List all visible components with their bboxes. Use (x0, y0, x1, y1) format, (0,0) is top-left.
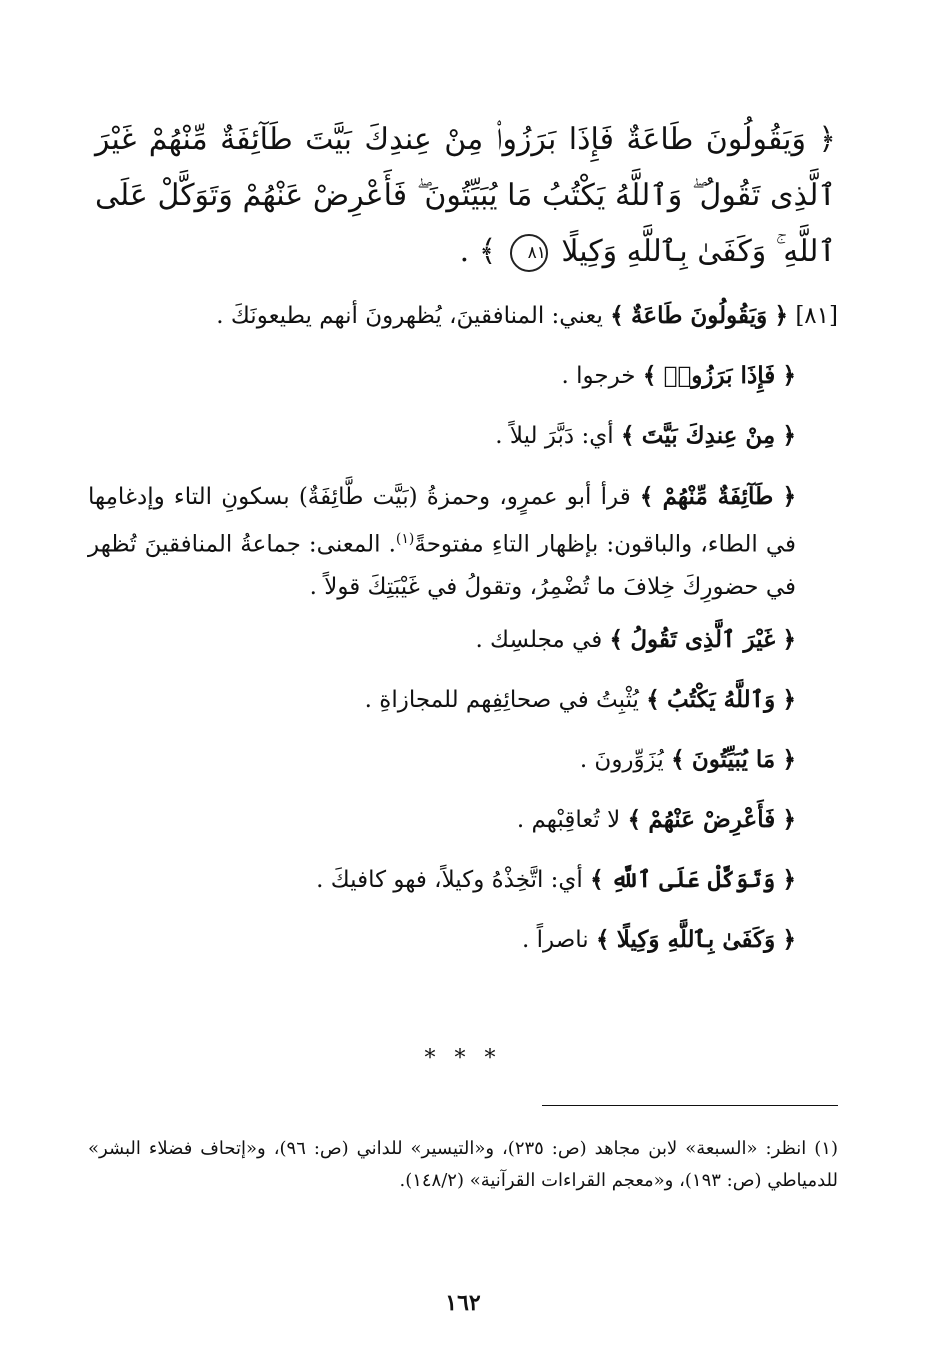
quote-close-brace: ﴾ (609, 625, 624, 653)
explanation: خرجوا . (561, 363, 636, 389)
ayah-number-marker: ٨١ (510, 234, 548, 272)
quote-open-brace: ﴿ (782, 625, 796, 653)
tafsir-entry (88, 296, 838, 336)
quote-close-brace: ﴾ (590, 865, 604, 893)
explanation-continued: . المعنى: جماعةُ المنافقينَ تُظهر في حضورِكَ خِلافَ ما تُضْمِرُ، وتقولُ في غَيْبَتِكَ قولاً . (88, 531, 796, 600)
explanation: في مجلسِك . (475, 626, 603, 653)
page-number: ١٦٢ (445, 1290, 481, 1316)
quote-open-brace: ﴿ (782, 745, 796, 773)
quote-open-brace: ﴿ (782, 483, 797, 510)
quoted-phrase: غَيْرَ ٱلَّذِى تَقُولُ (630, 625, 776, 653)
verse-close-brace: ﴾ . (459, 234, 497, 269)
quoted-phrase: طَآئِفَةٌ مِّنْهُمْ (662, 483, 774, 510)
explanation: ناصراً . (522, 926, 589, 953)
quoted-phrase: وَكَفَىٰ بِٱللَّهِ وَكِيلًا (616, 925, 776, 953)
quoted-phrase: وَيَقُولُونَ طَاعَةٌ (631, 302, 768, 329)
verse-open-brace: ﴿ (818, 122, 836, 157)
footnote-reference[interactable]: (١) (395, 531, 415, 547)
tafsir-entry (88, 800, 838, 840)
quote-open-brace: ﴿ (774, 302, 788, 329)
footnote-text: انظر: «السبعة» لابن مجاهد (ص: ٢٣٥)، و«التيسير» للداني (ص: ٩٦)، و«إتحاف فضلاء البشر» للدمياطي (ص: ١٩٣)، و«معجم القراءات القرآنية» (١٤٨/٢). (88, 1138, 838, 1191)
quote-open-brace: ﴿ (782, 362, 796, 389)
tafsir-entry (88, 416, 838, 456)
quote-close-brace: ﴾ (646, 685, 660, 713)
explanation: يعني: المنافقينَ، يُظهرونَ أنهم يطيعونَكَ . (216, 303, 603, 329)
tafsir-entry (88, 620, 838, 660)
explanation: لا تُعاقِبْهم . (516, 806, 621, 833)
tafsir-entry (88, 476, 838, 608)
quran-verse (95, 112, 836, 280)
tafsir-entry (88, 920, 838, 960)
quoted-phrase: وَتَوَكَّلْ عَلَى ٱللَّهِ (610, 865, 776, 893)
verse-text: وَيَقُولُونَ طَاعَةٌ فَإِذَا بَرَزُوا۟ مِنْ عِندِكَ بَيَّتَ طَآئِفَةٌ مِّنْهُمْ غَيْرَ ٱلَّذِى تَقُولُ ۖ وَٱللَّهُ يَكْتُبُ مَا يُبَيِّتُونَ ۖ فَأَعْرِضْ عَنْهُمْ وَتَوَكَّلْ عَلَى ٱللَّهِ ۚ وَكَفَىٰ بِٱللَّهِ وَكِيلًا (95, 122, 836, 269)
quote-open-brace: ﴿ (782, 865, 796, 893)
quote-open-brace: ﴿ (782, 925, 796, 953)
explanation: أي: دَبَّرَ ليلاً . (495, 423, 614, 449)
quoted-phrase: فَأَعْرِضْ عَنْهُمْ (648, 805, 776, 833)
quote-close-brace: ﴾ (642, 362, 657, 389)
explanation: يُزَوِّرونَ . (579, 746, 664, 773)
explanation: قرأ أبو عمرٍو، وحمزةُ (بَيَّت طَّائِفَةٌ) بسكونِ التاء وإدغامِها في الطاء، والباقون: بإظهار التاءِ مفتوحةً (88, 484, 796, 558)
section-separator: * * * (424, 1046, 502, 1071)
tafsir-entries (88, 296, 838, 980)
footnote (88, 1133, 838, 1197)
explanation: يُثْبِتُ في صحائِفِهم للمجازاةِ . (364, 686, 639, 713)
quoted-phrase: مِنْ عِندِكَ بَيَّتَ (641, 422, 776, 449)
quote-close-brace: ﴾ (671, 745, 685, 773)
quote-close-brace: ﴾ (595, 925, 610, 953)
quoted-phrase: وَٱللَّهُ يَكْتُبُ (667, 685, 776, 713)
verse-reference: [٨١] (795, 303, 838, 329)
quote-close-brace: ﴾ (627, 805, 642, 833)
tafsir-entry (88, 860, 838, 900)
tafsir-entry (88, 680, 838, 720)
quote-open-brace: ﴿ (782, 422, 796, 449)
explanation: أي: اتَّخِذْهُ وكيلاً، فهو كافيكَ . (316, 866, 583, 893)
quoted-phrase: مَا يُبَيِّتُونَ (691, 745, 776, 773)
quote-close-brace: ﴾ (620, 422, 635, 449)
footnote-divider (542, 1105, 838, 1106)
quote-close-brace: ﴾ (610, 302, 624, 329)
quote-open-brace: ﴿ (782, 805, 796, 833)
quote-open-brace: ﴿ (782, 685, 796, 713)
tafsir-entry (88, 356, 838, 396)
tafsir-entry (88, 740, 838, 780)
quote-close-brace: ﴾ (639, 483, 654, 510)
quoted-phrase: فَإِذَا بَرَزُوا۟ (663, 362, 776, 389)
footnote-marker: (١) (814, 1138, 838, 1159)
